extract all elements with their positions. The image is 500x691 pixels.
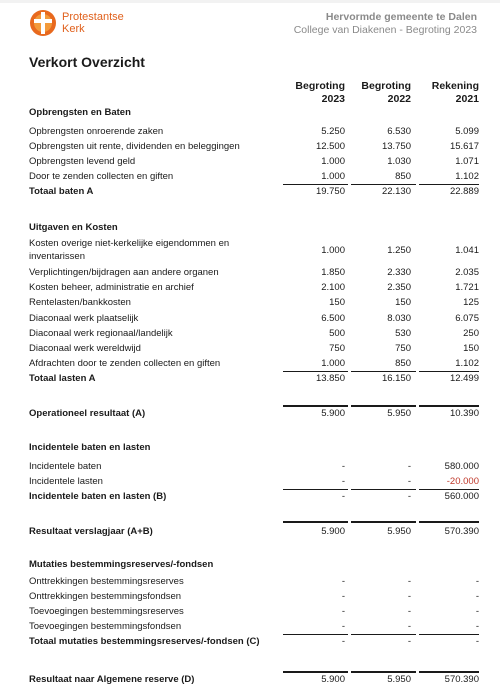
column-header-rekening-2021: Rekening 2021: [431, 80, 479, 105]
year-result-row: Resultaat verslagjaar (A+B) 5.900 5.950 570.390: [29, 526, 479, 537]
table-row: Incidentele baten - - 580.000: [29, 461, 479, 472]
org-name: Hervormde gemeente te Dalen: [325, 11, 477, 23]
page-title: Verkort Overzicht: [29, 54, 145, 70]
table-row: Opbrengsten onroerende zaken 5.250 6.530 5.099: [29, 126, 479, 137]
church-logo: [29, 9, 139, 41]
table-row: Opbrengsten levend geld 1.000 1.030 1.071: [29, 156, 479, 167]
table-row: Incidentele lasten - - -20.000: [29, 476, 479, 487]
table-row: Diaconaal werk wereldwijd 750 750 150: [29, 343, 479, 354]
total-row-baten: Totaal baten A 19.750 22.130 22.889: [29, 186, 479, 197]
section-title-mutaties: Mutaties bestemmingsreserves/-fondsen: [29, 559, 214, 570]
table-row: Afdrachten door te zenden collecten en giften 1.000 850 1.102: [29, 358, 479, 369]
table-row: Onttrekkingen bestemmingsfondsen - - -: [29, 591, 479, 602]
section-title-baten: Opbrengsten en Baten: [29, 107, 131, 118]
table-row: Opbrengsten uit rente, dividenden en beleggingen 12.500 13.750 15.617: [29, 141, 479, 152]
table-row: Verplichtingen/bijdragen aan andere organen 1.850 2.330 2.035: [29, 267, 479, 278]
negative-value: -20.000: [446, 476, 479, 487]
total-row-incidenteel: Incidentele baten en lasten (B) - - 560.000: [29, 491, 479, 502]
total-row-mutaties: Totaal mutaties bestemmingsreserves/-fondsen (C) - - -: [29, 636, 479, 647]
cross-sun-icon: [29, 9, 57, 37]
table-row: Diaconaal werk plaatselijk 6.500 8.030 6.075: [29, 313, 479, 324]
total-row-lasten: Totaal lasten A 13.850 16.150 12.499: [29, 373, 479, 384]
result-line: [283, 521, 348, 523]
operational-result-row: Operationeel resultaat (A) 5.900 5.950 10.390: [29, 408, 479, 419]
table-row: Toevoegingen bestemmingsfondsen - - -: [29, 621, 479, 632]
org-subtitle: College van Diakenen - Begroting 2023: [293, 24, 477, 36]
section-title-lasten: Uitgaven en Kosten: [29, 222, 118, 233]
logo-text: [62, 11, 124, 35]
general-reserve-result-row: Resultaat naar Algemene reserve (D) 5.900 5.950 570.390: [29, 674, 479, 685]
table-row: Toevoegingen bestemmingsreserves - - -: [29, 606, 479, 617]
result-line: [351, 521, 416, 523]
table-row: Kosten overige niet-kerkelijke eigendommen en inventarissen 1.000 1.250 1.041: [29, 238, 479, 262]
result-line: [419, 521, 479, 523]
logo-line-1: Protestantse: [62, 11, 124, 23]
logo-line-2: Kerk: [62, 23, 85, 35]
table-row: Rentelasten/bankkosten 150 150 125: [29, 297, 479, 308]
table-row: Diaconaal werk regionaal/landelijk 500 530 250: [29, 328, 479, 339]
table-row: Onttrekkingen bestemmingsreserves - - -: [29, 576, 479, 587]
column-header-begroting-2023: Begroting 2023: [295, 80, 345, 105]
column-header-begroting-2022: Begroting 2022: [361, 80, 411, 105]
section-title-incidenteel: Incidentele baten en lasten: [29, 442, 151, 453]
organisation-header: [294, 11, 477, 37]
page-top-edge: [0, 0, 500, 3]
table-row: Kosten beheer, administratie en archief 2.100 2.350 1.721: [29, 282, 479, 293]
table-row: Door te zenden collecten en giften 1.000 850 1.102: [29, 171, 479, 182]
